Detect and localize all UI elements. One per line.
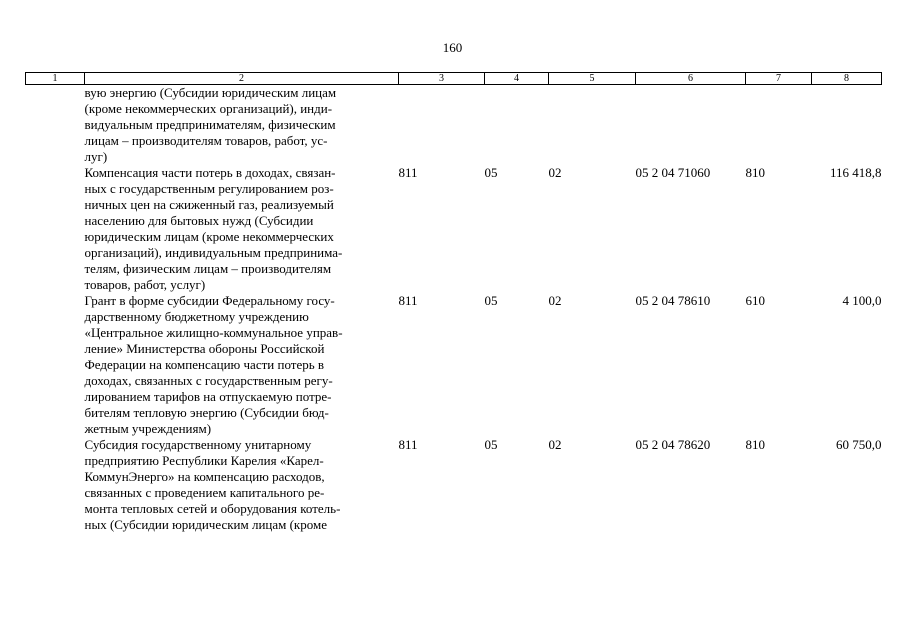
description-line: видуальным предпринимателям, физическим — [84, 117, 336, 132]
page-number: 160 — [442, 40, 463, 55]
description-line: Компенсация части потерь в доходах, связан- — [84, 165, 336, 180]
description-line: монта тепловых сетей и оборудования котель- — [84, 501, 341, 516]
description-line: населению для бытовых нужд (Субсидии — [84, 213, 314, 228]
section-code: 05 — [484, 293, 498, 308]
budget-table — [25, 72, 882, 533]
column-header-4: 4 — [485, 73, 549, 85]
description-line: вую энергию (Субсидии юридическим лицам — [84, 85, 337, 100]
description-line: организаций), индивидуальным предпринима- — [84, 245, 343, 260]
amount — [812, 85, 882, 166]
description-line: «Центральное жилищно-коммунальное управ- — [84, 325, 343, 340]
description-line: жетным учреждениям) — [84, 421, 212, 436]
description-line: дарственному бюджетному учреждению — [84, 309, 309, 324]
target-article-code: 05 2 04 71060 — [635, 165, 711, 180]
expense-type-code: 610 — [745, 293, 765, 308]
ministry-code — [399, 85, 485, 166]
description-line: (кроме некоммерческих организаций), инди- — [84, 101, 333, 116]
description-line: товаров, работ, услуг) — [84, 277, 206, 292]
description-line: юридическим лицам (кроме некоммерческих — [84, 229, 334, 244]
section-code — [485, 85, 549, 166]
description-line: Субсидия государственному унитарному — [84, 437, 312, 452]
table-row — [26, 437, 882, 533]
subsection-code: 02 — [548, 293, 562, 308]
description-line: ление» Министерства обороны Российской — [84, 341, 325, 356]
subsection-code — [549, 85, 636, 166]
table-row — [26, 165, 882, 293]
column-header-2: 2 — [85, 73, 399, 85]
description-line: КоммунЭнерго» на компенсацию расходов, — [84, 469, 325, 484]
row-description — [85, 85, 399, 166]
target-article-code: 05 2 04 78610 — [635, 293, 711, 308]
section-code: 05 — [484, 437, 498, 452]
description-line: бителям тепловую энергию (Субсидии бюд- — [84, 405, 329, 420]
description-line: Грант в форме субсидии Федеральному госу- — [84, 293, 335, 308]
row-description — [85, 293, 399, 437]
description-line: ных с государственным регулированием роз- — [84, 181, 334, 196]
amount: 4 100,0 — [842, 293, 882, 308]
column-header-6: 6 — [636, 73, 746, 85]
description-line: предприятию Республики Карелия «Карел- — [84, 453, 324, 468]
expense-type-code — [746, 85, 812, 166]
description-line: ных (Субсидии юридическим лицам (кроме — [84, 517, 327, 532]
description-line: доходах, связанных с государственным регу- — [84, 373, 333, 388]
description-line: связанных с проведением капитального ре- — [84, 485, 325, 500]
expense-type-code: 810 — [745, 165, 765, 180]
table-row — [26, 293, 882, 437]
section-code: 05 — [484, 165, 498, 180]
column-header-3: 3 — [399, 73, 485, 85]
column-number-row — [26, 73, 882, 85]
expense-type-code: 810 — [745, 437, 765, 452]
ministry-code: 811 — [398, 293, 418, 308]
table-row — [26, 85, 882, 166]
column-header-8: 8 — [812, 73, 882, 85]
description-line: ничных цен на сжиженный газ, реализуемый — [84, 197, 334, 212]
target-article-code: 05 2 04 78620 — [635, 437, 711, 452]
row-description — [85, 437, 399, 533]
subsection-code: 02 — [548, 437, 562, 452]
description-line: луг) — [84, 149, 108, 164]
column-header-1: 1 — [26, 73, 85, 85]
target-article-code — [636, 85, 746, 166]
subsection-code: 02 — [548, 165, 562, 180]
description-line: Федерации на компенсацию части потерь в — [84, 357, 325, 372]
column-header-7: 7 — [746, 73, 812, 85]
row-description — [85, 165, 399, 293]
ministry-code: 811 — [398, 165, 418, 180]
amount: 116 418,8 — [829, 165, 882, 180]
description-line: лицам – производителям товаров, работ, ус- — [84, 133, 328, 148]
amount: 60 750,0 — [836, 437, 882, 452]
description-line: лированием тарифов на отпускаемую потре- — [84, 389, 332, 404]
ministry-code: 811 — [398, 437, 418, 452]
column-header-5: 5 — [549, 73, 636, 85]
description-line: телям, физическим лицам – производителям — [84, 261, 332, 276]
